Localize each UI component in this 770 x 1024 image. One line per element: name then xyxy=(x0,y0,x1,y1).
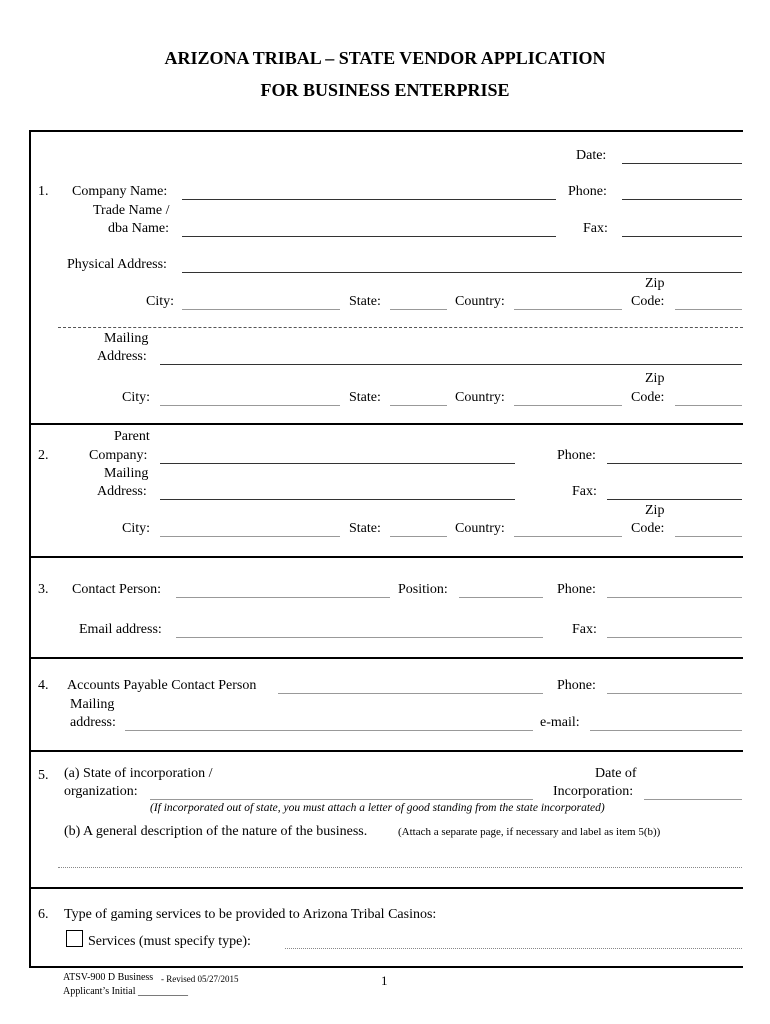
state-line xyxy=(390,536,447,537)
city-label: City: xyxy=(146,294,175,309)
company-name-field[interactable] xyxy=(182,183,556,199)
form-title-line2: FOR BUSINESS ENTERPRISE xyxy=(260,80,510,100)
parent-label: Parent xyxy=(114,429,150,444)
ap-address-line xyxy=(125,730,533,731)
form-id: ATSV-900 D Business xyxy=(63,972,154,983)
section-number: 4. xyxy=(38,678,49,693)
state-label: State: xyxy=(349,294,381,309)
phone-field[interactable] xyxy=(622,183,742,199)
zip-label: Zip xyxy=(645,371,665,386)
services-type-line xyxy=(285,948,742,949)
dba-name-line xyxy=(182,236,556,237)
organization-field[interactable] xyxy=(150,783,533,799)
physical-address-field[interactable] xyxy=(182,256,742,272)
company-name-line xyxy=(182,199,556,200)
physical-address-label: Physical Address: xyxy=(67,257,167,272)
zip-label: Zip xyxy=(645,276,665,291)
section-divider xyxy=(29,750,743,752)
state-field[interactable] xyxy=(390,293,447,309)
mailing-address-label: address: xyxy=(70,715,116,730)
incorporation-label: Incorporation: xyxy=(553,784,634,799)
parent-fax-field[interactable] xyxy=(607,483,742,499)
fax-line xyxy=(607,637,742,638)
zip-line xyxy=(675,405,742,406)
zip-code-label: Code: xyxy=(631,390,665,405)
ap-email-field[interactable] xyxy=(590,714,742,730)
parent-company-field[interactable] xyxy=(160,447,515,463)
contact-person-label: Contact Person: xyxy=(72,582,162,597)
state-line xyxy=(390,309,447,310)
incorporation-date-field[interactable] xyxy=(644,783,742,799)
date-of-label: Date of xyxy=(595,766,637,781)
company-name-label: Company Name: xyxy=(72,184,168,199)
zip-label: Zip xyxy=(645,503,665,518)
section-divider xyxy=(29,556,743,558)
state-line xyxy=(390,405,447,406)
incorporation-date-line xyxy=(644,799,742,800)
organization-label: organization: xyxy=(64,784,138,799)
services-label: Services (must specify type): xyxy=(88,934,251,949)
ap-phone-field[interactable] xyxy=(607,677,742,693)
section-number: 6. xyxy=(38,907,49,922)
position-field[interactable] xyxy=(459,581,543,597)
business-description-field[interactable] xyxy=(58,850,742,866)
trade-name-label: Trade Name / xyxy=(93,203,170,218)
phone-label: Phone: xyxy=(557,678,596,693)
form-title-line1: ARIZONA TRIBAL – STATE VENDOR APPLICATION xyxy=(164,48,606,68)
country-label: Country: xyxy=(455,521,505,536)
business-description-note: (Attach a separate page, if necessary and label as item 5(b)) xyxy=(398,826,661,838)
contact-email-field[interactable] xyxy=(176,621,543,637)
phone-line xyxy=(622,199,742,200)
mailing-address-label: Address: xyxy=(97,484,147,499)
business-description-line xyxy=(58,867,742,868)
mailing-address-field[interactable] xyxy=(160,348,742,364)
contact-person-field[interactable] xyxy=(176,581,390,597)
page-number: 1 xyxy=(381,973,388,988)
fax-line xyxy=(607,499,742,500)
revision-date: - Revised 05/27/2015 xyxy=(161,974,239,984)
zip-line xyxy=(675,536,742,537)
phone-line xyxy=(607,693,742,694)
gaming-services-label: Type of gaming services to be provided to Arizona Tribal Casinos: xyxy=(64,907,437,922)
state-label: State: xyxy=(349,521,381,536)
services-type-field[interactable] xyxy=(285,932,742,948)
country-line xyxy=(514,309,622,310)
position-label: Position: xyxy=(398,582,448,597)
parent-company-line xyxy=(160,463,515,464)
contact-person-line xyxy=(176,597,390,598)
date-label: Date: xyxy=(576,148,607,163)
parent-state-field[interactable] xyxy=(390,520,447,536)
date-field[interactable] xyxy=(622,147,742,163)
fax-label: Fax: xyxy=(583,221,608,236)
section-number: 3. xyxy=(38,582,49,597)
city-label: City: xyxy=(122,521,151,536)
parent-city-field[interactable] xyxy=(160,520,340,536)
phone-line xyxy=(607,597,742,598)
section-number: 2. xyxy=(38,448,49,463)
email-label: e-mail: xyxy=(540,715,580,730)
mailing-address-label: Address: xyxy=(97,349,147,364)
zip-field[interactable] xyxy=(675,293,742,309)
organization-line xyxy=(150,799,533,800)
city-label: City: xyxy=(122,390,151,405)
country-line xyxy=(514,536,622,537)
zip-line xyxy=(675,309,742,310)
country-label: Country: xyxy=(455,390,505,405)
fax-line xyxy=(622,236,742,237)
date-field-line xyxy=(622,163,742,164)
city-line xyxy=(160,405,340,406)
ap-contact-field[interactable] xyxy=(278,677,543,693)
ap-address-field[interactable] xyxy=(125,714,533,730)
email-line xyxy=(590,730,742,731)
mailing-label: Mailing xyxy=(104,331,149,346)
ap-contact-line xyxy=(278,693,543,694)
parent-country-field[interactable] xyxy=(514,520,622,536)
section-number: 1. xyxy=(38,184,49,199)
mailing-label: Mailing xyxy=(104,466,149,481)
country-field[interactable] xyxy=(514,293,622,309)
country-label: Country: xyxy=(455,294,505,309)
phone-label: Phone: xyxy=(557,582,596,597)
city-line xyxy=(182,309,340,310)
mailing-city-field[interactable] xyxy=(160,389,340,405)
dba-name-field[interactable] xyxy=(182,220,556,236)
email-line xyxy=(176,637,543,638)
zip-code-label: Code: xyxy=(631,521,665,536)
state-label: State: xyxy=(349,390,381,405)
city-line xyxy=(160,536,340,537)
mailing-zip-field[interactable] xyxy=(675,389,742,405)
applicant-initial: Applicant’s Initial __________ xyxy=(63,986,188,997)
fax-label: Fax: xyxy=(572,622,597,637)
mailing-address-line xyxy=(160,364,742,365)
parent-phone-field[interactable] xyxy=(607,447,742,463)
contact-fax-field[interactable] xyxy=(607,621,742,637)
physical-address-line xyxy=(182,272,742,273)
fax-field[interactable] xyxy=(622,220,742,236)
section-divider xyxy=(29,887,743,889)
position-line xyxy=(459,597,543,598)
parent-company-label: Company: xyxy=(89,448,148,463)
city-field[interactable] xyxy=(182,293,340,309)
ap-contact-label: Accounts Payable Contact Person xyxy=(67,678,257,693)
section-divider xyxy=(29,657,743,659)
phone-label: Phone: xyxy=(568,184,607,199)
state-incorporation-label: (a) State of incorporation / xyxy=(64,766,213,781)
services-checkbox[interactable] xyxy=(66,930,83,947)
fax-label: Fax: xyxy=(572,484,597,499)
parent-address-field[interactable] xyxy=(160,483,515,499)
phone-label: Phone: xyxy=(557,448,596,463)
out-of-state-note: (If incorporated out of state, you must attach a letter of good standing from the state incorporated) xyxy=(150,802,605,814)
phone-line xyxy=(607,463,742,464)
mailing-divider xyxy=(58,327,743,328)
contact-phone-field[interactable] xyxy=(607,581,742,597)
mailing-country-field[interactable] xyxy=(514,389,622,405)
mailing-address-line xyxy=(160,499,515,500)
email-address-label: Email address: xyxy=(79,622,162,637)
mailing-label: Mailing xyxy=(70,697,115,712)
country-line xyxy=(514,405,622,406)
mailing-state-field[interactable] xyxy=(390,389,447,405)
parent-zip-field[interactable] xyxy=(675,520,742,536)
section-divider xyxy=(29,423,743,425)
dba-name-label: dba Name: xyxy=(108,221,170,236)
business-description-label: (b) A general description of the nature of the business. xyxy=(64,824,368,839)
section-number: 5. xyxy=(38,768,49,783)
zip-code-label: Code: xyxy=(631,294,665,309)
